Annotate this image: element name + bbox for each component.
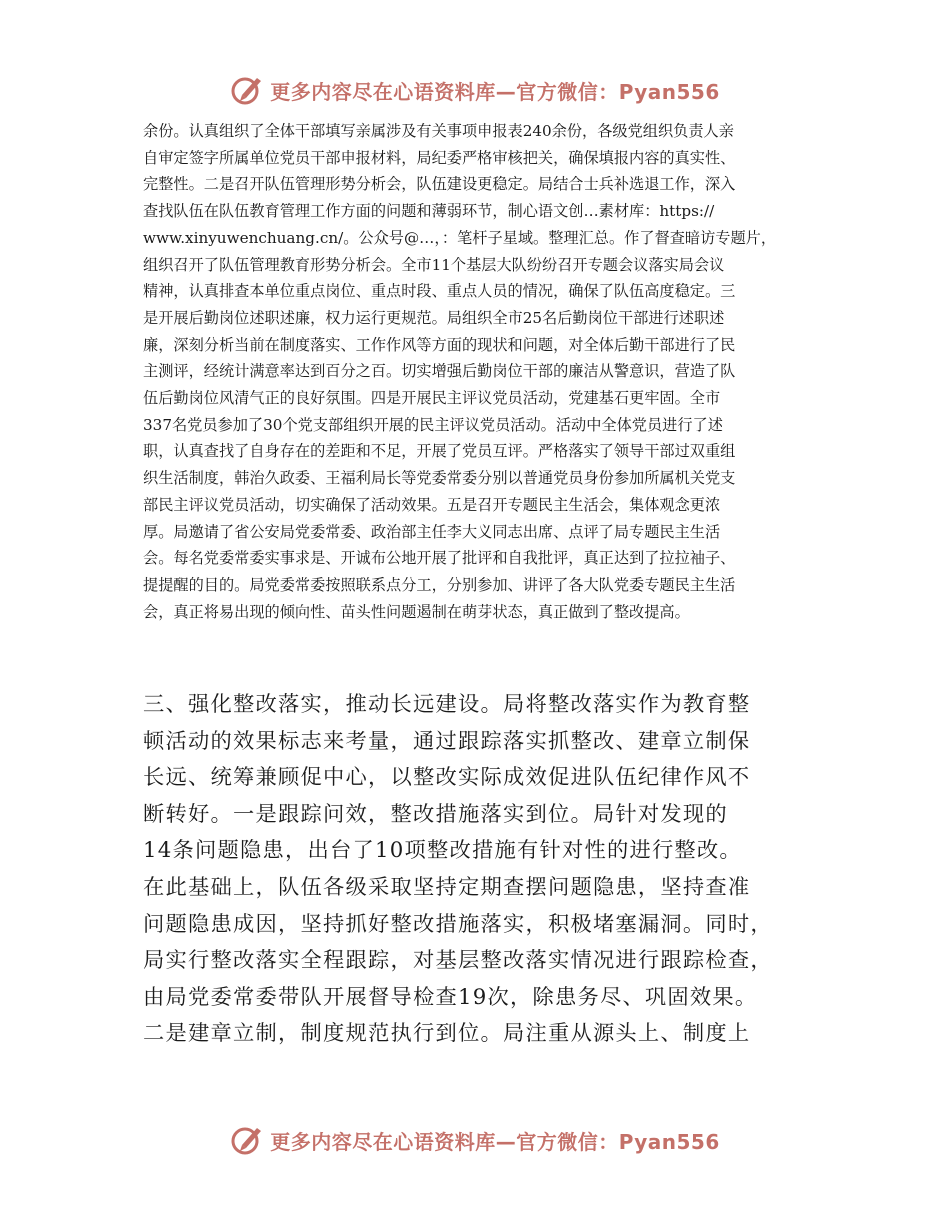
text-line: 完整性。二是召开队伍管理形势分析会，队伍建设更稳定。局结合士兵补选退工作，深入 xyxy=(143,175,736,194)
text-line: 14条问题隐患，出台了10项整改措施有针对性的进行整改。 xyxy=(143,838,742,864)
text-line: 主测评，经统计满意率达到百分之百。切实增强后勤岗位干部的廉洁从警意识，营造了队 xyxy=(143,362,736,381)
text-line: 厚。局邀请了省公安局党委常委、政治部主任李大义同志出席、点评了局专题民主生活 xyxy=(143,522,721,541)
text-line: 会。每名党委常委实事求是、开诚布公地开展了批评和自我批评，真正达到了拉拉袖子、 xyxy=(143,549,736,568)
watermark-text: 更多内容尽在心语资料库—官方微信：Pyan556 xyxy=(270,79,720,104)
text-line: 顿活动的效果标志来考量，通过跟踪落实抓整改、建章立制保 xyxy=(143,728,751,754)
text-line: 组织召开了队伍管理教育形势分析会。全市11个基层大队纷纷召开专题会议落实局会议 xyxy=(143,255,725,274)
text-line: 部民主评议党员活动，切实确保了活动效果。五是召开专题民主生活会，集体观念更浓 xyxy=(143,495,721,514)
text-line: 织生活制度，韩治久政委、王福利局长等党委常委分别以普通党员身份参加所属机关党支 xyxy=(143,469,736,488)
text-line: 提提醒的目的。局党委常委按照联系点分工，分别参加、讲评了各大队党委专题民主生活 xyxy=(143,575,736,594)
paragraph-continued xyxy=(143,118,823,625)
watermark-banner-top xyxy=(0,70,950,110)
text-line: 三、强化整改落实，推动长远建设。局将整改落实作为教育整 xyxy=(143,692,751,717)
text-line: 二是建章立制，制度规范执行到位。局注重从源头上、制度上 xyxy=(143,1021,751,1047)
text-line: 精神，认真排查本单位重点岗位、重点时段、重点人员的情况，确保了队伍高度稳定。三 xyxy=(143,282,736,301)
text-line: 断转好。一是跟踪问效，整改措施落实到位。局针对发现的 xyxy=(143,801,728,827)
text-line: 会，真正将易出现的倾向性、苗头性问题遏制在萌芽状态，真正做到了整改提高。 xyxy=(143,602,690,621)
watermark-text: 更多内容尽在心语资料库—官方微信：Pyan556 xyxy=(270,1129,720,1154)
text-line: 是开展后勤岗位述职述廉，权力运行更规范。局组织全市25名后勤岗位干部进行述职述 xyxy=(143,308,725,327)
text-line: 职，认真查找了自身存在的差距和不足，开展了党员互评。严格落实了领导干部过双重组 xyxy=(143,442,736,461)
pen-logo-icon xyxy=(230,1123,264,1157)
text-line: www.xinyuwenchuang.cn/。公众号@…，：笔杆子星域。整理汇总。作了督查暗访专题片， xyxy=(143,228,777,247)
text-line: 局实行整改落实全程跟踪，对基层整改落实情况进行跟踪检查， xyxy=(143,948,773,974)
text-line: 问题隐患成因，坚持抓好整改措施落实，积极堵塞漏洞。同时， xyxy=(143,911,773,937)
text-line: 伍后勤岗位风清气正的良好氛围。四是开展民主评议党员活动，党建基石更牢固。全市 xyxy=(143,389,721,408)
text-line: 337名党员参加了30个党支部组织开展的民主评议党员活动。活动中全体党员进行了述 xyxy=(143,415,723,434)
text-line: 廉，深刻分析当前在制度落实、工作作风等方面的现状和问题，对全体后勤干部进行了民 xyxy=(143,335,736,354)
text-line: 查找队伍在队伍教育管理工作方面的问题和薄弱环节，制心语文创…素材库：https:// xyxy=(143,202,715,221)
section-three-paragraph xyxy=(143,687,833,1053)
text-line: 由局党委常委带队开展督导检查19次，除患务尽、巩固效果。 xyxy=(143,984,758,1010)
watermark-banner-bottom xyxy=(0,1120,950,1160)
text-line: 长远、统筹兼顾促中心，以整改实际成效促进队伍纪律作风不 xyxy=(143,765,751,791)
text-line: 余份。认真组织了全体干部填写亲属涉及有关事项申报表240余份，各级党组织负责人亲 xyxy=(143,122,734,140)
text-line: 在此基础上，队伍各级采取坚持定期查摆问题隐患，坚持查准 xyxy=(143,874,751,900)
text-line: 自审定签字所属单位党员干部申报材料，局纪委严格审核把关，确保填报内容的真实性、 xyxy=(143,148,736,167)
pen-logo-icon xyxy=(230,73,264,107)
